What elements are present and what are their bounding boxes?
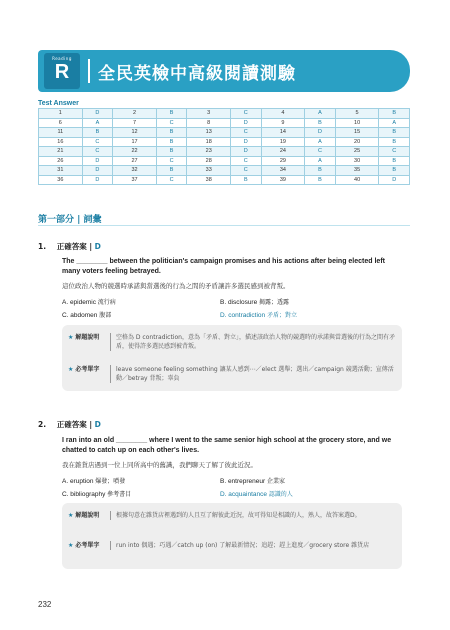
page-title: 全民英檢中高級閱讀測驗	[98, 64, 296, 84]
answer-cell: D	[231, 147, 262, 157]
question-number-cell: 29	[261, 156, 305, 166]
q2-notes	[62, 503, 402, 569]
answer-table-row	[39, 175, 410, 185]
question-number: 1.	[38, 242, 47, 251]
q1-explanation: 空格為 D contradiction，意為「矛盾、對立」，描述該政治人物的競選時的承諾與當選後的行為之間有矛盾，使得許多選民感到被背叛。	[110, 333, 396, 351]
question-number-cell: 9	[261, 118, 305, 128]
answer-cell: D	[231, 137, 262, 147]
answer-label: 正確答案 |	[56, 420, 95, 429]
answer-cell: A	[305, 137, 336, 147]
question-number-cell: 16	[39, 137, 83, 147]
question-number-cell: 18	[187, 137, 231, 147]
question-number-cell: 22	[113, 147, 157, 157]
answer-table-row	[39, 137, 410, 147]
chapter-banner	[38, 50, 410, 92]
q1-option-b: B. disclosure 揭露；透露	[220, 299, 290, 306]
answer-cell: B	[305, 118, 336, 128]
answer-table-row	[39, 147, 410, 157]
question-number-cell: 21	[39, 147, 83, 157]
answer-cell: B	[231, 175, 262, 185]
answer-table-row	[39, 156, 410, 166]
question-number: 2.	[38, 420, 47, 429]
note-label: 解題說明	[75, 512, 100, 519]
answer-cell: D	[305, 128, 336, 138]
question-2-translation: 我在雜貨店遇到一位上同所高中的舊識，我們聊天了解了彼此近況。	[62, 461, 257, 469]
answer-cell: B	[379, 166, 410, 176]
answer-cell: D	[231, 118, 262, 128]
answer-label: 正確答案 |	[56, 242, 95, 251]
question-2-text: I ran into an old ________ where I went to the same senior high school at the grocery store, and we chatted to catch up on each other's lives.	[62, 437, 392, 454]
answer-cell: C	[82, 147, 113, 157]
question-number-cell: 40	[335, 175, 379, 185]
question-number-cell: 24	[261, 147, 305, 157]
question-2-header	[38, 419, 101, 430]
badge-caption: Reading	[52, 56, 72, 61]
section-divider	[38, 225, 410, 226]
question-number-cell: 20	[335, 137, 379, 147]
answer-cell: B	[379, 128, 410, 138]
question-1-translation: 這位政治人物的競選時承諾與當選後的行為之間的矛盾讓許多選民感到被背叛。	[62, 282, 290, 290]
answer-table-label: Test Answer	[38, 100, 79, 107]
question-number-cell: 39	[261, 175, 305, 185]
question-number-cell: 17	[113, 137, 157, 147]
answer-cell: C	[156, 118, 187, 128]
answer-cell: C	[379, 147, 410, 157]
question-number-cell: 35	[335, 166, 379, 176]
answer-cell: D	[82, 175, 113, 185]
question-number-cell: 31	[39, 166, 83, 176]
answer-cell: B	[82, 128, 113, 138]
answer-cell: D	[82, 166, 113, 176]
question-number-cell: 15	[335, 128, 379, 138]
reading-badge	[44, 53, 80, 89]
question-number-cell: 36	[39, 175, 83, 185]
question-number-cell: 19	[261, 137, 305, 147]
answer-cell: B	[156, 147, 187, 157]
answer-value: D	[94, 242, 101, 251]
answer-cell: D	[82, 109, 113, 119]
answer-cell: B	[379, 156, 410, 166]
star-icon: ★	[68, 366, 74, 373]
question-number-cell: 28	[187, 156, 231, 166]
question-number-cell: 38	[187, 175, 231, 185]
question-1-text: The ________ between the politician's campaign promises and his actions after being elected left many voters feeling betrayed.	[62, 258, 385, 275]
answer-table	[38, 108, 410, 185]
star-icon: ★	[68, 542, 74, 549]
answer-cell: A	[305, 156, 336, 166]
note-label: 必考單字	[75, 366, 100, 373]
section-title: 第一部分 | 詞彙	[38, 215, 102, 225]
q2-option-b: B. entrepreneur 企業家	[220, 478, 285, 485]
q2-option-a: A. eruption 爆發；噴發	[62, 478, 126, 485]
star-icon: ★	[68, 512, 74, 519]
question-number-cell: 37	[113, 175, 157, 185]
q1-option-a: A. epidemic 流行病	[62, 299, 116, 306]
question-number-cell: 26	[39, 156, 83, 166]
answer-cell: D	[82, 156, 113, 166]
question-number-cell: 33	[187, 166, 231, 176]
question-number-cell: 23	[187, 147, 231, 157]
answer-cell: B	[305, 175, 336, 185]
question-number-cell: 32	[113, 166, 157, 176]
question-number-cell: 11	[39, 128, 83, 138]
q1-notes	[62, 325, 402, 391]
page-number: 232	[38, 600, 52, 609]
question-number-cell: 14	[261, 128, 305, 138]
note-label: 解題說明	[75, 334, 100, 341]
answer-cell: A	[82, 118, 113, 128]
answer-cell: C	[156, 156, 187, 166]
answer-cell: C	[231, 128, 262, 138]
question-number-cell: 25	[335, 147, 379, 157]
question-number-cell: 5	[335, 109, 379, 119]
question-number-cell: 7	[113, 118, 157, 128]
question-1-header	[38, 241, 101, 252]
q2-option-d: D. acquaintance 認識的人	[220, 491, 293, 498]
star-icon: ★	[68, 334, 74, 341]
answer-cell: B	[156, 166, 187, 176]
question-number-cell: 10	[335, 118, 379, 128]
answer-cell: A	[379, 118, 410, 128]
answer-cell: C	[231, 166, 262, 176]
answer-table-row	[39, 109, 410, 119]
question-number-cell: 3	[187, 109, 231, 119]
answer-cell: B	[156, 109, 187, 119]
q1-vocabulary: leave someone feeling something 讓某人感到⋯／elect 選舉；選出／campaign 競選活動；宣傳活動／betray 背叛；辜負	[110, 365, 396, 383]
answer-cell: B	[156, 137, 187, 147]
answer-cell: C	[231, 156, 262, 166]
question-number-cell: 13	[187, 128, 231, 138]
answer-table-row	[39, 118, 410, 128]
question-number-cell: 34	[261, 166, 305, 176]
question-number-cell: 8	[187, 118, 231, 128]
question-number-cell: 1	[39, 109, 83, 119]
answer-table-row	[39, 166, 410, 176]
question-number-cell: 27	[113, 156, 157, 166]
question-number-cell: 6	[39, 118, 83, 128]
answer-table-row	[39, 128, 410, 138]
q2-vocabulary: run into 偶遇；巧遇／catch up (on) 了解最新情況；追趕；趕上進度／grocery store 雜貨店	[110, 541, 396, 550]
answer-cell: D	[379, 175, 410, 185]
banner-divider	[88, 59, 90, 83]
question-number-cell: 4	[261, 109, 305, 119]
question-number-cell: 12	[113, 128, 157, 138]
answer-cell: B	[379, 137, 410, 147]
answer-cell: B	[156, 128, 187, 138]
badge-letter: R	[54, 61, 70, 83]
note-label: 必考單字	[75, 542, 100, 549]
answer-value: D	[94, 420, 101, 429]
answer-cell: B	[379, 109, 410, 119]
answer-cell: C	[156, 175, 187, 185]
answer-cell: B	[305, 166, 336, 176]
q2-explanation: 根據句意在雜貨店裡遇到的人且互了解彼此近況，故可得知是相識的人，熟人，故答案選D。	[110, 511, 396, 520]
answer-cell: C	[82, 137, 113, 147]
q1-option-c: C. abdomen 腹部	[62, 312, 112, 319]
q1-option-d: D. contradiction 矛盾；對立	[220, 312, 297, 319]
answer-cell: C	[231, 109, 262, 119]
answer-cell: A	[305, 109, 336, 119]
q2-option-c: C. bibliography 參考書目	[62, 491, 132, 498]
question-number-cell: 2	[113, 109, 157, 119]
question-number-cell: 30	[335, 156, 379, 166]
answer-cell: C	[305, 147, 336, 157]
